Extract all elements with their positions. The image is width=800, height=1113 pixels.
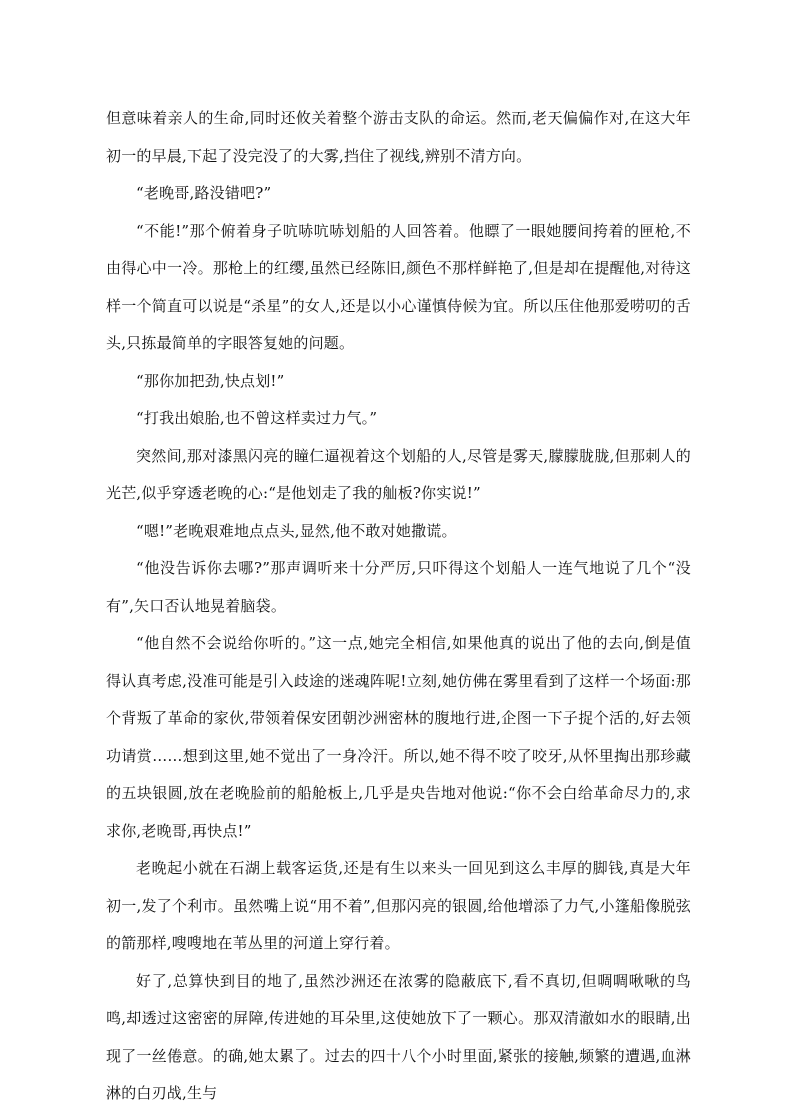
paragraph: 突然间,那对漆黑闪亮的瞳仁逼视着这个划船的人,尽管是雾天,朦朦胧胧,但那刺人的光芒,似乎穿透老晚的心:“是他划走了我的舢板?你实说!”: [106, 446, 691, 502]
paragraph: 但意味着亲人的生命,同时还攸关着整个游击支队的命运。然而,老天偏偏作对,在这大年初一的早晨,下起了没完没了的大雾,挡住了视线,辨别不清方向。: [106, 109, 691, 165]
paragraph: “不能!”那个俯着身子吭哧吭哧划船的人回答着。他瞟了一眼她腰间挎着的匣枪,不由得心中一冷。那枪上的红缨,虽然已经陈旧,颜色不那样鲜艳了,但是却在提醒他,对待这样一个简直可以说是“杀星”的女人,还是以小心谨慎侍候为宜。所以压住他那爱唠叨的舌头,只拣最简单的字眼答复她的问题。: [106, 221, 691, 352]
paragraph: “他没告诉你去哪?”那声调听来十分严厉,只吓得这个划船人一连气地说了几个“没有”,矢口否认地晃着脑袋。: [106, 559, 691, 615]
document-body: [106, 100, 691, 1113]
paragraph: “打我出娘胎,也不曾这样卖过力气。”: [136, 409, 378, 427]
paragraph: “老晚哥,路没错吧?”: [136, 184, 272, 202]
paragraph: “嗯!”老晚艰难地点点头,显然,他不敢对她撒谎。: [136, 521, 457, 540]
paragraph: “他自然不会说给你听的。”这一点,她完全相信,如果他真的说出了他的去向,倒是值得认真考虑,没准可能是引入歧途的迷魂阵呢!立刻,她仿佛在雾里看到了这样一个场面:那个背叛了革命的家伙,带领着保安团朝沙洲密林的腹地行进,企图一下子捉个活的,好去领功请赏……想到这里,她不觉出了一身冷汗。所以,她不得不咬了咬牙,从怀里掏出那珍藏的五块银圆,放在老晚脸前的船舱板上,几乎是央告地对他说:“你不会白给革命尽力的,求求你,老晚哥,再快点!”: [106, 634, 691, 840]
paragraph: “那你加把劲,快点划!”: [136, 371, 285, 390]
paragraph: 老晚起小就在石湖上载客运货,还是有生以来头一回见到这么丰厚的脚钱,真是大年初一,发了个利市。虽然嘴上说“用不着”,但那闪亮的银圆,给他增添了力气,小篷船像脱弦的箭那样,嗖嗖地在苇丛里的河道上穿行着。: [106, 859, 691, 952]
paragraph: 好了,总算快到目的地了,虽然沙洲还在浓雾的隐蔽底下,看不真切,但啁啁啾啾的鸟鸣,却透过这密密的屏障,传进她的耳朵里,这使她放下了一颗心。那双清澈如水的眼睛,出现了一丝倦意。的确,她太累了。过去的四十八个小时里面,紧张的接触,频繁的遭遇,血淋淋的白刃战,生与: [106, 971, 691, 1102]
